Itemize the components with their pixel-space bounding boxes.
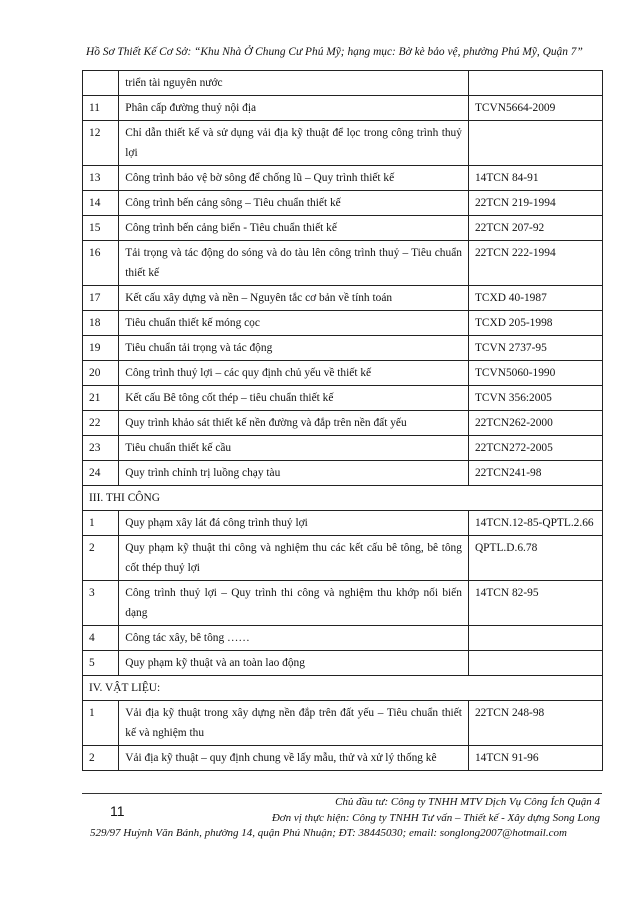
standard-code: 14TCN 84-91 <box>468 166 602 191</box>
row-number: 20 <box>83 361 119 386</box>
standard-code: TCVN 2737-95 <box>468 336 602 361</box>
standard-name: Quy phạm kỹ thuật và an toàn lao động <box>119 651 469 676</box>
row-number: 2 <box>83 746 119 771</box>
section-row <box>83 486 603 511</box>
row-number: 12 <box>83 121 119 166</box>
table-row <box>83 626 603 651</box>
page-number: 11 <box>110 803 125 819</box>
table-row <box>83 511 603 536</box>
row-number: 22 <box>83 411 119 436</box>
row-number: 16 <box>83 241 119 286</box>
standard-code <box>468 121 602 166</box>
standard-name: Kết cấu Bê tông cốt thép – tiêu chuẩn thiết kế <box>119 386 469 411</box>
standard-name: Quy trình chỉnh trị luồng chạy tàu <box>119 461 469 486</box>
standard-code <box>468 626 602 651</box>
standards-table <box>82 70 603 771</box>
footer-divider <box>82 793 602 794</box>
row-number: 1 <box>83 511 119 536</box>
row-number: 3 <box>83 581 119 626</box>
standard-code: 22TCN 219-1994 <box>468 191 602 216</box>
standard-name: Công trình thuỷ lợi – các quy định chủ yếu về thiết kế <box>119 361 469 386</box>
standard-name: Công trình bến cảng sông – Tiêu chuẩn thiết kế <box>119 191 469 216</box>
row-number: 18 <box>83 311 119 336</box>
standard-code: TCXD 40-1987 <box>468 286 602 311</box>
footer-investor: Chủ đầu tư: Công ty TNHH MTV Dịch Vụ Công Ích Quận 4 <box>335 796 600 808</box>
row-number: 11 <box>83 96 119 121</box>
standard-name: Công trình bảo vệ bờ sông để chống lũ – Quy trình thiết kế <box>119 166 469 191</box>
table-row <box>83 121 603 166</box>
table-row <box>83 436 603 461</box>
standard-code: 14TCN.12-85-QPTL.2.66 <box>468 511 602 536</box>
standard-code: 22TCN 207-92 <box>468 216 602 241</box>
standard-name: Tiêu chuẩn thiết kế móng cọc <box>119 311 469 336</box>
row-number: 2 <box>83 536 119 581</box>
standard-code: TCVN5664-2009 <box>468 96 602 121</box>
row-number: 5 <box>83 651 119 676</box>
table-row <box>83 411 603 436</box>
table-row <box>83 361 603 386</box>
table-row <box>83 746 603 771</box>
row-number: 23 <box>83 436 119 461</box>
standard-code: 14TCN 91-96 <box>468 746 602 771</box>
footer-address: 529/97 Huỳnh Văn Bánh, phường 14, quận Phú Nhuận; ĐT: 38445030; email: songlong2007@hotmail.com <box>90 827 567 839</box>
standard-code: 22TCN 248-98 <box>468 701 602 746</box>
table-row <box>83 286 603 311</box>
standard-code: TCVN 356:2005 <box>468 386 602 411</box>
standard-code: 22TCN 222-1994 <box>468 241 602 286</box>
standard-name: Công trình thuỷ lợi – Quy trình thi công và nghiệm thu khớp nối biến dạng <box>119 581 469 626</box>
table-row <box>83 701 603 746</box>
row-number: 19 <box>83 336 119 361</box>
standard-code: 22TCN272-2005 <box>468 436 602 461</box>
table-row <box>83 96 603 121</box>
standard-name: triển tài nguyên nước <box>119 71 469 96</box>
row-number: 13 <box>83 166 119 191</box>
row-number: 4 <box>83 626 119 651</box>
table-row <box>83 241 603 286</box>
table-row <box>83 461 603 486</box>
table-row <box>83 311 603 336</box>
table-row <box>83 651 603 676</box>
table-row <box>83 581 603 626</box>
standard-name: Quy phạm xây lát đá công trình thuỷ lợi <box>119 511 469 536</box>
standard-name: Công tác xây, bê tông …… <box>119 626 469 651</box>
standard-code: 14TCN 82-95 <box>468 581 602 626</box>
standard-name: Tiêu chuẩn tải trọng và tác động <box>119 336 469 361</box>
row-number: 1 <box>83 701 119 746</box>
row-number: 21 <box>83 386 119 411</box>
standard-name: Tiêu chuẩn thiết kế cầu <box>119 436 469 461</box>
standard-name: Phân cấp đường thuỷ nội địa <box>119 96 469 121</box>
row-number: 15 <box>83 216 119 241</box>
standard-code: 22TCN241-98 <box>468 461 602 486</box>
standard-name: Chỉ dẫn thiết kế và sử dụng vải địa kỹ thuật để lọc trong công trình thuỷ lợi <box>119 121 469 166</box>
standard-name: Tải trọng và tác động do sóng và do tàu lên công trình thuỷ – Tiêu chuẩn thiết kế <box>119 241 469 286</box>
table-row <box>83 191 603 216</box>
section-heading: IV. VẬT LIỆU: <box>83 676 603 701</box>
standard-code <box>468 71 602 96</box>
row-number <box>83 71 119 96</box>
standard-name: Kết cấu xây dựng và nền – Nguyên tắc cơ bản về tính toán <box>119 286 469 311</box>
standard-name: Công trình bến cảng biển - Tiêu chuẩn thiết kế <box>119 216 469 241</box>
standard-code: QPTL.D.6.78 <box>468 536 602 581</box>
row-number: 14 <box>83 191 119 216</box>
standards-table-body <box>83 71 603 771</box>
table-row <box>83 71 603 96</box>
table-row <box>83 336 603 361</box>
table-row <box>83 386 603 411</box>
page-header: Hồ Sơ Thiết Kế Cơ Sở: “Khu Nhà Ở Chung Cư Phú Mỹ; hạng mục: Bờ kè bảo vệ, phường Phú Mỹ, Quận 7” <box>86 46 583 58</box>
standard-name: Vải địa kỹ thuật – quy định chung về lấy mẫu, thử và xử lý thống kê <box>119 746 469 771</box>
table-row <box>83 166 603 191</box>
standard-name: Quy trình khảo sát thiết kế nền đường và đắp trên nền đất yếu <box>119 411 469 436</box>
standard-code: TCVN5060-1990 <box>468 361 602 386</box>
row-number: 24 <box>83 461 119 486</box>
table-row <box>83 536 603 581</box>
table-row <box>83 216 603 241</box>
standard-code: 22TCN262-2000 <box>468 411 602 436</box>
footer-contractor: Đơn vị thực hiện: Công ty TNHH Tư vấn – Thiết kế - Xây dựng Song Long <box>271 812 600 824</box>
standard-code: TCXD 205-1998 <box>468 311 602 336</box>
standard-name: Quy phạm kỹ thuật thi công và nghiệm thu các kết cấu bê tông, bê tông cốt thép thuỷ lợi <box>119 536 469 581</box>
standard-code <box>468 651 602 676</box>
standard-name: Vải địa kỹ thuật trong xây dựng nền đắp trên đất yếu – Tiêu chuẩn thiết kế và nghiệm thu <box>119 701 469 746</box>
row-number: 17 <box>83 286 119 311</box>
section-row <box>83 676 603 701</box>
section-heading: III. THI CÔNG <box>83 486 603 511</box>
